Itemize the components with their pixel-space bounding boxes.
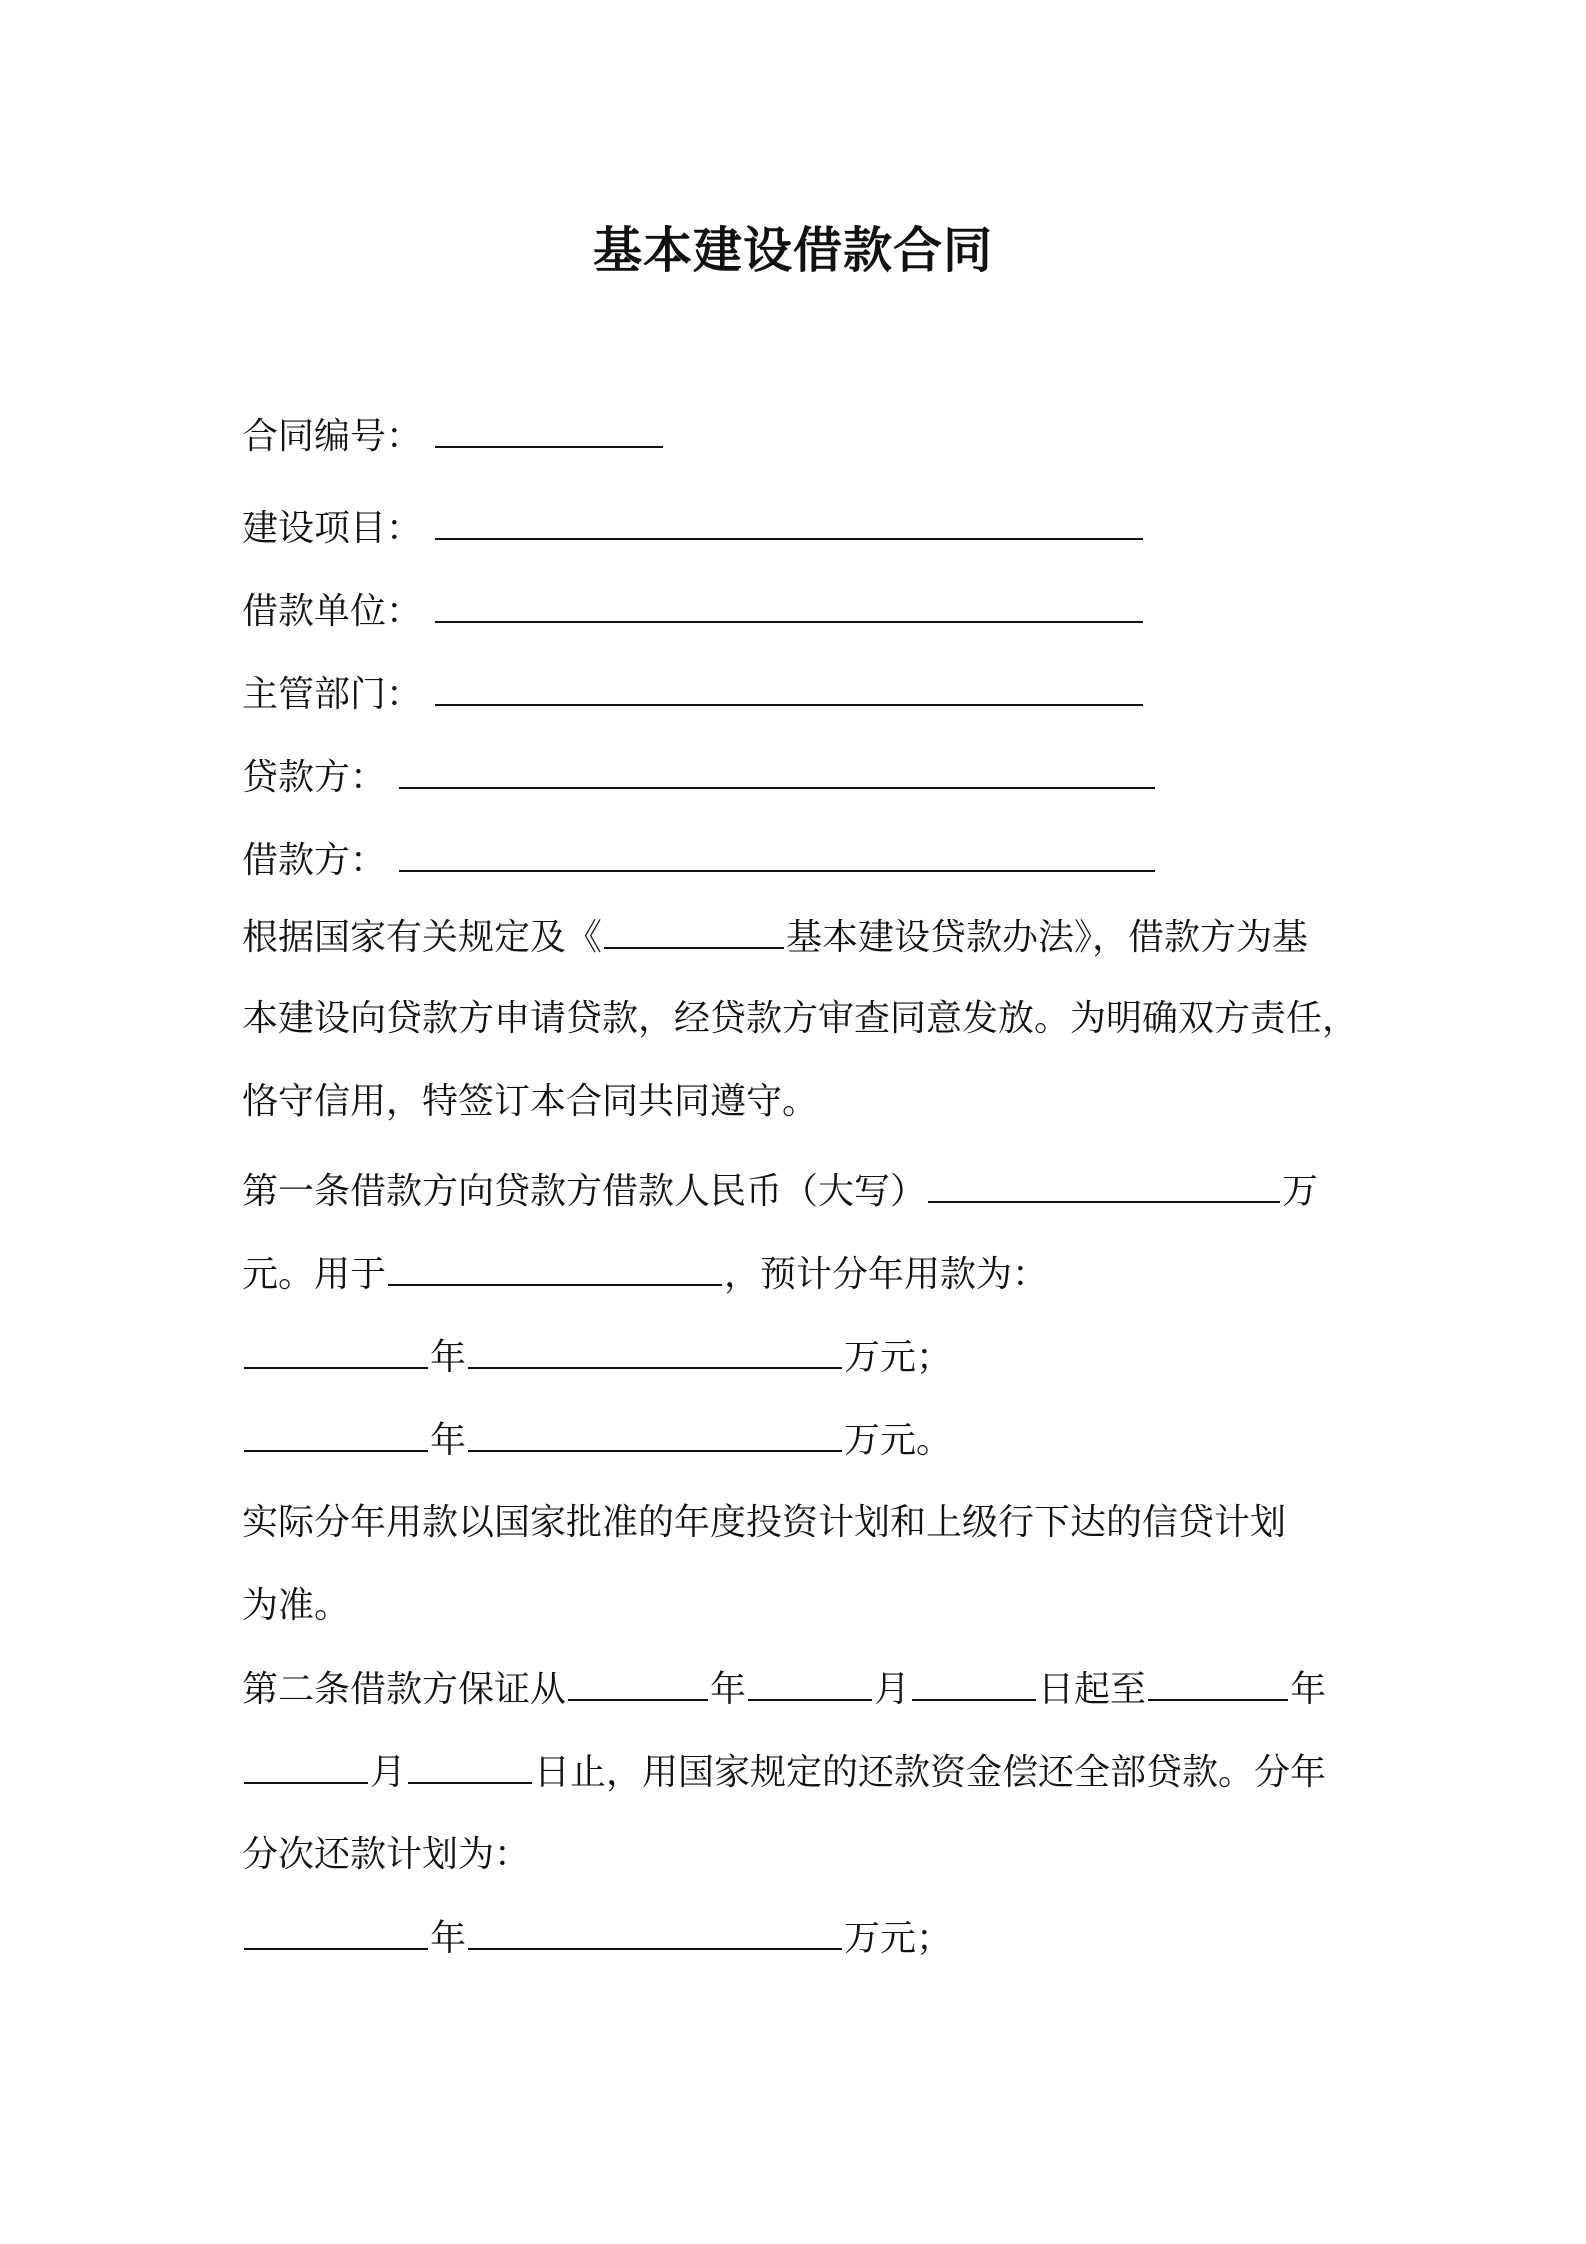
lender-row (242, 753, 1157, 802)
end-day-blank[interactable] (408, 1748, 532, 1784)
plan2-year-word: 年 (430, 1420, 467, 1461)
start-day-blank[interactable] (912, 1665, 1036, 1701)
article1-plan-row-2 (242, 1416, 952, 1465)
article1-note-line-2: 为准。 (242, 1585, 351, 1626)
borrower-unit-blank[interactable] (435, 587, 1143, 623)
lender-label: 贷款方： (242, 757, 387, 798)
article1-plan-row-1 (242, 1333, 952, 1382)
article2-text-2b: 日止，用国家规定的还款资金偿还全部贷款。分年 (534, 1752, 1327, 1793)
plan1-year-word: 年 (430, 1337, 467, 1378)
article1-text-2a: 元。用于 (242, 1254, 387, 1295)
contract-no-blank[interactable] (435, 412, 663, 448)
authority-blank[interactable] (435, 670, 1143, 706)
borrower-unit-row (242, 587, 1145, 636)
borrower-blank[interactable] (399, 836, 1155, 872)
article2-line-2 (242, 1748, 1326, 1797)
preamble-text-1a: 根据国家有关规定及《 (242, 917, 603, 958)
article2-day-from: 日起至 (1038, 1669, 1147, 1710)
repay1-year-word: 年 (430, 1918, 467, 1959)
article1-text-1a: 第一条借款方向贷款方借款人民币（大写） (242, 1171, 927, 1212)
end-month-blank[interactable] (244, 1748, 368, 1784)
article2-month2-word: 月 (370, 1752, 407, 1793)
authority-row (242, 670, 1145, 719)
borrower-label: 借款方： (242, 840, 387, 881)
project-blank[interactable] (435, 504, 1143, 540)
article1-text-2b: ，预计分年用款为： (724, 1254, 1049, 1295)
plan2-amount-blank[interactable] (468, 1416, 842, 1452)
project-row (242, 504, 1145, 553)
article2-line-3: 分次还款计划为： (242, 1834, 531, 1875)
article1-line-1 (242, 1167, 1318, 1216)
preamble-line-3: 恪守信用，特签订本合同共同遵守。 (242, 1081, 819, 1122)
loan-amount-blank[interactable] (928, 1167, 1280, 1203)
article2-year-word: 年 (710, 1669, 747, 1710)
article2-month-word: 月 (874, 1669, 911, 1710)
article2-text-1a: 第二条借款方保证从 (242, 1669, 567, 1710)
article2-line-1 (242, 1665, 1326, 1714)
project-label: 建设项目： (242, 508, 423, 549)
start-year-blank[interactable] (568, 1665, 708, 1701)
article2-year-end: 年 (1290, 1669, 1327, 1710)
repay1-end: 万元； (844, 1918, 953, 1959)
article1-text-1b: 万 (1282, 1171, 1319, 1212)
end-year-blank[interactable] (1148, 1665, 1288, 1701)
borrower-unit-label: 借款单位： (242, 591, 423, 632)
plan1-end: 万元； (844, 1337, 953, 1378)
borrower-row (242, 836, 1157, 885)
start-month-blank[interactable] (748, 1665, 872, 1701)
plan2-year-blank[interactable] (244, 1416, 428, 1452)
preamble-text-1b: 基本建设贷款办法》，借款方为基 (786, 917, 1309, 958)
plan2-end: 万元。 (844, 1420, 953, 1461)
preamble-line-1 (242, 913, 1308, 962)
plan1-year-blank[interactable] (244, 1333, 428, 1369)
plan1-amount-blank[interactable] (468, 1333, 842, 1369)
lender-blank[interactable] (399, 753, 1155, 789)
repay1-amount-blank[interactable] (468, 1914, 842, 1950)
contract-no-row (242, 412, 665, 461)
article2-plan-row-1 (242, 1914, 952, 1963)
loan-purpose-blank[interactable] (388, 1250, 722, 1286)
contract-no-label: 合同编号： (242, 416, 423, 457)
document-title: 基本建设借款合同 (592, 222, 993, 279)
repay1-year-blank[interactable] (244, 1914, 428, 1950)
article1-note-line-1: 实际分年用款以国家批准的年度投资计划和上级行下达的信贷计划 (242, 1502, 1287, 1543)
authority-label: 主管部门： (242, 674, 423, 715)
preamble-line-2: 本建设向贷款方申请贷款，经贷款方审查同意发放。为明确双方责任， (242, 998, 1359, 1039)
article1-line-2 (242, 1250, 1048, 1299)
regulation-name-blank[interactable] (604, 913, 784, 949)
